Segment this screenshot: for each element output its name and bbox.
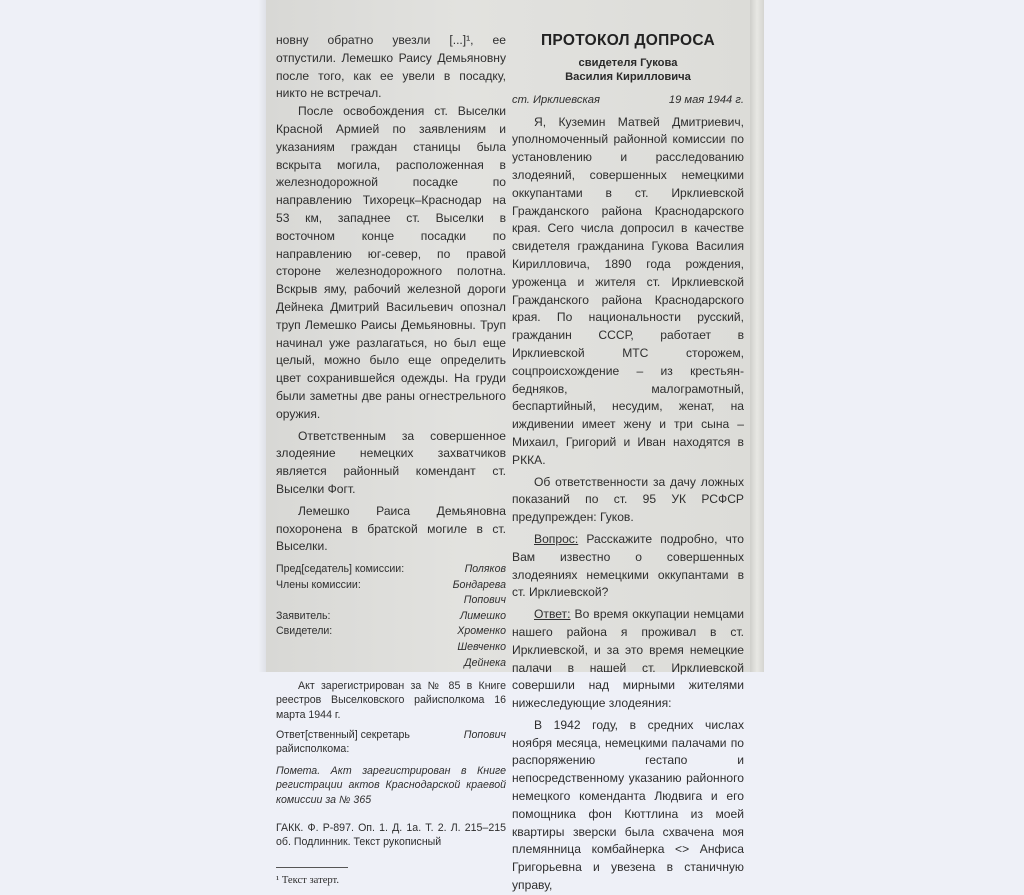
right-column	[512, 32, 744, 895]
left-paragraph: новну обратно увезли [...]¹, ее отпустили. Лемешко Раису Демьяновну после того, как ее увели в посадку, никто не встречал.	[276, 33, 506, 101]
footnote-divider	[276, 867, 348, 868]
archive-reference: ГАКК. Ф. Р-897. Оп. 1. Д. 1а. Т. 2. Л. 215–215 об. Подлинник. Текст рукописный	[276, 821, 506, 849]
signature-row	[276, 656, 506, 672]
signature-row	[276, 562, 506, 578]
secretary-name: Попович	[463, 728, 506, 741]
document-subtitle: свидетеля Гукова	[578, 56, 678, 69]
signature-name: Дейнека	[464, 656, 506, 669]
note-text: Помета. Акт зарегистрирован в Книге регистрации актов Краснодарской краевой комиссии за № 365	[276, 765, 506, 806]
page-edge	[750, 0, 764, 672]
left-column	[276, 32, 506, 890]
answer-label: Ответ:	[534, 607, 571, 622]
signature-role: Свидетели:	[276, 625, 333, 638]
signature-name: Хроменко	[457, 625, 506, 638]
question-text: Расскажите подробно, что Вам известно о совершенных злодеяниях немецкими оккупантами в ст. Ирклиевской?	[512, 531, 744, 600]
registration-text: Акт зарегистрирован за № 85 в Книге реестров Выселковского райисполкома 16 марта 1944 г.	[276, 680, 506, 721]
document-title: ПРОТОКОЛ ДОПРОСА	[540, 32, 715, 49]
left-paragraph: Ответственным за совершенное злодеяние немецких захватчиков является районный комендант ст. Выселки Фогт.	[276, 428, 506, 496]
left-paragraph: Лемешко Раиса Демьяновна похоронена в братской могиле в ст. Выселки.	[276, 503, 506, 554]
signature-row	[276, 609, 506, 625]
left-paragraph: После освобождения ст. Выселки Красной Армией по заявлениям и указаниям граждан станицы была вскрыта могила, расположенная в железнодорожной посадке по направлению Тихорецк–Краснодар на 53 км, западнее ст. Выселки в восточном конце посадки по направлению юг-север, по правой стороне железнодорожного полотна. Вскрыв яму, рабочий железной дороги Дейнека Дмитрий Васильевич опознал труп Лемешко Раисы Демьяновны. Труп начинал уже разлагаться, но был еще целый, можно было еще определить цвет сохранившейся одежды. На груди были заметны две раны огнестрельного оружия.	[276, 104, 506, 421]
place: ст. Ирклиевская	[512, 93, 600, 106]
right-paragraph: Я, Куземин Матвей Дмитриевич, уполномоченный районной комиссии по установлению и расследованию злодеяний, совершенных немецкими оккупантами в ст. Ирклиевской Гражданского района Краснодарского края. Сего числа допросил в качестве свидетеля гражданина Гукова Василия Кирилловича, 1890 года рождения, уроженца и жителя ст. Ирклиевской Гражданского района Краснодарского края. По национальности русский, гражданин СССР, работает в Ирклиевской МТС сторожем, соцпроисхождение – из крестьян-бедняков, малограмотный, беспартийный, несудим, женат, на иждивении имеет жену и три сына – Михаил, Григорий и Иван находятся в РККА.	[512, 114, 744, 467]
signature-name: Бондарева	[452, 578, 506, 591]
right-paragraph: Об ответственности за дачу ложных показаний по ст. 95 УК РСФСР предупрежден: Гуков.	[512, 474, 744, 525]
question-label: Вопрос:	[534, 531, 579, 546]
question-paragraph	[512, 531, 744, 602]
signature-role: Заявитель:	[276, 609, 331, 622]
signature-row	[276, 578, 506, 594]
footnote: ¹ Текст затерт.	[276, 875, 340, 887]
signature-name: Поляков	[464, 563, 506, 576]
signature-row	[276, 624, 506, 640]
secretary-role: Ответ[ственный] секретарь райисполкома:	[276, 728, 410, 756]
document-subtitle: Василия Кирилловича	[565, 70, 691, 83]
answer-text: Во время оккупации немцами нашего района я проживал в ст. Ирклиевской, и за это время немецкие палачи в нашей ст. Ирклиевской совершили над мирными жителями нижеследующие злодеяния:	[512, 607, 744, 711]
right-paragraph: В 1942 году, в средних числах ноября месяца, немецкими палачами по распоряжению гестапо и непосредственному указанию районного немецкого коменданта Людвига и его помощника фон Кюттлина из моей квартиры зверски была схвачена моя племянница комбайнерка <> Анфиса Григорьевна и увезена в станичную управу,	[512, 717, 744, 893]
signature-list	[276, 562, 506, 671]
signature-name: Шевченко	[457, 641, 506, 654]
signature-row	[276, 593, 506, 609]
signature-role: Пред[седатель] комиссии:	[276, 563, 405, 576]
date: 19 мая 1944 г.	[668, 93, 744, 106]
secretary-row	[276, 728, 506, 756]
signature-name: Лимешко	[460, 609, 506, 622]
signature-name: Попович	[463, 594, 506, 607]
answer-paragraph	[512, 606, 744, 713]
book-page	[266, 0, 756, 893]
place-date-row	[512, 92, 744, 110]
signature-row	[276, 640, 506, 656]
signature-role: Члены комиссии:	[276, 578, 361, 591]
